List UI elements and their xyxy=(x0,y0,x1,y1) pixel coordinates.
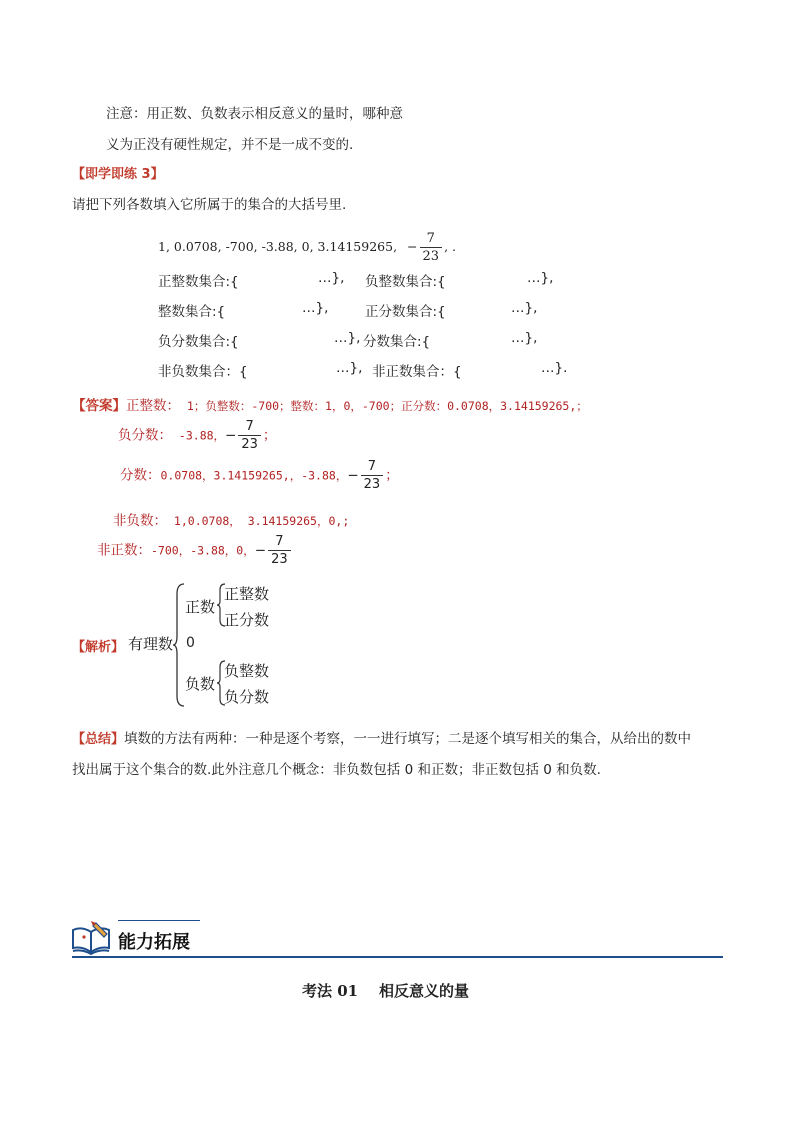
summary-line-1 xyxy=(72,727,691,747)
analysis-pos-int: 正整数 xyxy=(224,585,270,603)
fraction-denominator: 23 xyxy=(271,552,288,567)
set-neg-frac-close: …}, xyxy=(334,330,361,346)
set-neg-frac: 负分数集合:{ xyxy=(158,334,239,350)
set-fraction-close: …}, xyxy=(511,330,538,346)
analysis-positive: 正数 xyxy=(185,598,216,616)
answer-neg-frac-sign: − xyxy=(225,427,237,444)
analysis-zero: 0 xyxy=(186,635,195,651)
fraction-denominator: 23 xyxy=(241,437,258,452)
book-icon xyxy=(70,920,114,956)
answer-non-neg-label: 非负数： xyxy=(113,513,167,529)
fraction-denominator: 23 xyxy=(422,249,440,264)
heading-top-rule xyxy=(118,920,200,921)
answer-fraction-values: 0.0708，3.14159265,，-3.88， xyxy=(160,468,348,483)
answer-neg-frac xyxy=(118,420,276,451)
answer-line-1 xyxy=(72,394,588,414)
analysis-negative: 负数 xyxy=(185,675,216,693)
answer-non-pos-label: 非正数： xyxy=(97,542,151,559)
practice-prompt: 请把下列各数填入它所属于的集合的大括号里. xyxy=(72,197,347,213)
answer-fraction-label: 分数： xyxy=(120,467,161,484)
analysis-pos-frac: 正分数 xyxy=(224,611,270,629)
heading-bottom-rule xyxy=(72,956,723,958)
fraction-numerator: 7 xyxy=(268,535,291,551)
analysis-neg-frac: 负分数 xyxy=(224,688,270,706)
analysis-brace-main xyxy=(172,582,186,708)
set-pos-int xyxy=(158,270,239,290)
answer-non-pos-values: -700，-3.88，0， xyxy=(151,543,255,558)
set-neg-int: 负整数集合:{ xyxy=(365,274,446,290)
answer-neg-frac-label: 负分数： xyxy=(118,427,172,444)
set-pos-frac-close: …}, xyxy=(511,300,538,316)
answer-fraction-sign: − xyxy=(347,467,359,484)
analysis-neg-int: 负整数 xyxy=(224,662,270,680)
fraction-denominator: 23 xyxy=(363,477,381,492)
number-list-end: , . xyxy=(444,239,456,254)
fraction-numerator: 7 xyxy=(420,232,443,248)
fraction-numerator: 7 xyxy=(361,460,384,476)
answer-neg-frac-values: -3.88， xyxy=(172,428,226,443)
fraction-7-23 xyxy=(420,232,443,263)
analysis-tag: 【解析】 xyxy=(72,640,125,655)
fraction-numerator: 7 xyxy=(238,420,261,436)
set-non-neg: 非负数集合：{ xyxy=(158,364,248,380)
practice-numbers xyxy=(158,232,456,263)
set-integer-close: …}, xyxy=(302,300,329,316)
set-neg-int-close: …}, xyxy=(527,270,554,286)
summary-text-1: 填数的方法有两种：一种是逐个考察，一一进行填写；二是逐个填写相关的集合，从给出的数中 xyxy=(124,731,692,747)
set-integer: 整数集合:{ xyxy=(158,304,226,320)
fraction-sign: − xyxy=(407,239,418,254)
answer-non-pos xyxy=(97,535,293,566)
analysis-root: 有理数 xyxy=(128,635,174,653)
answer-non-pos-fraction xyxy=(268,535,291,566)
section-subtitle: 考法 01 相反意义的量 xyxy=(302,982,469,1000)
number-list: 1, 0.0708, -700, -3.88, 0, 3.14159265, xyxy=(158,239,398,254)
answer-fraction xyxy=(120,460,399,491)
set-pos-frac: 正分数集合:{ xyxy=(365,304,446,320)
answer-non-neg xyxy=(113,509,349,529)
set-non-neg-close: …}, xyxy=(336,360,363,376)
answer-line-1-values: 1；负整数：-700；整数：1，0，-700；正分数：0.0708，3.14159265,； xyxy=(180,399,588,413)
summary-tag: 【总结】 xyxy=(72,732,125,747)
note-line-1: 注意：用正数、负数表示相反意义的量时，哪种意 xyxy=(106,106,403,122)
section-title: 能力拓展 xyxy=(118,932,190,953)
note-line-2: 义为正没有硬性规定，并不是一成不变的. xyxy=(106,137,354,153)
practice-tag: 【即学即练 3】 xyxy=(72,167,164,182)
answer-semicolon: ； xyxy=(262,427,277,444)
answer-pos-int-label: 正整数： xyxy=(126,398,180,414)
answer-non-neg-values: 1,0.0708， 3.14159265，0,; xyxy=(167,514,350,528)
set-fraction: 分数集合:{ xyxy=(363,334,431,350)
set-pos-int-close: …}, xyxy=(318,270,345,286)
set-pos-int-label: 正整数集合:{ xyxy=(158,274,239,290)
summary-line-2: 找出属于这个集合的数.此外注意几个概念：非负数包括 0 和正数；非正数包括 0 和负数. xyxy=(72,762,601,778)
answer-non-pos-sign: − xyxy=(254,542,267,559)
answer-fraction-fraction xyxy=(361,460,384,491)
answer-tag: 【答案】 xyxy=(72,398,126,414)
answer-semicolon: ； xyxy=(385,467,399,484)
answer-neg-frac-fraction xyxy=(238,420,261,451)
set-non-pos-close: …}. xyxy=(541,360,568,376)
set-non-pos: 非正数集合：{ xyxy=(372,364,462,380)
